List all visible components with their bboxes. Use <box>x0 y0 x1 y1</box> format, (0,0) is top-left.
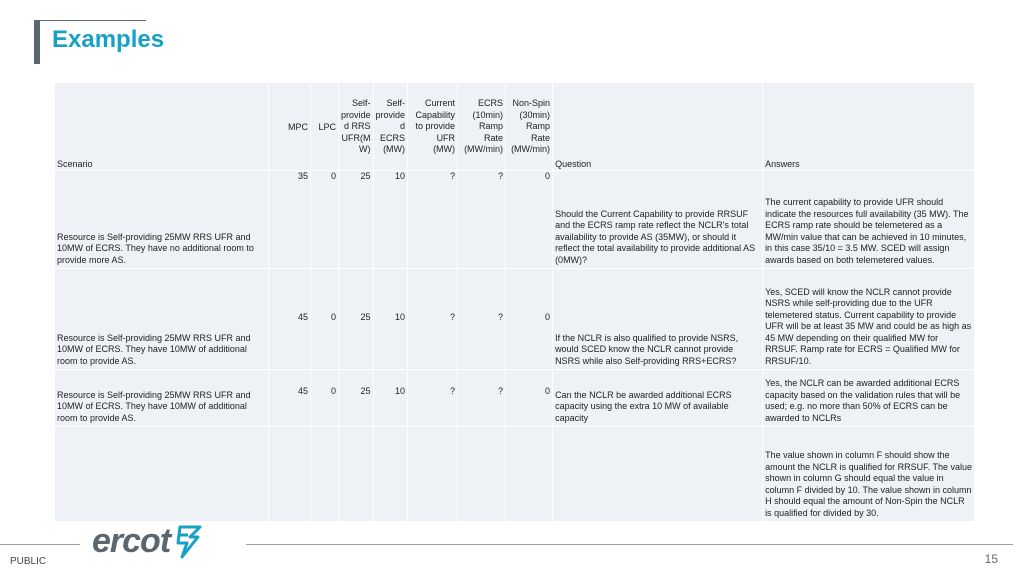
cell-nonspin-ramp: 0 <box>506 269 552 369</box>
cell-question: Should the Current Capability to provide RRSUF and the ECRS ramp rate reflect the NCLR's total availability to provide AS (35MW), or should it reflect the total availability to provide additional AS (0MW)? <box>553 171 762 268</box>
examples-table <box>54 82 975 522</box>
cell-lpc: 0 <box>311 269 338 369</box>
header-self-ufr: Self- provide d RRS UFR(M W) <box>339 83 373 170</box>
cell-lpc: 0 <box>311 370 338 426</box>
page-number: 15 <box>984 552 998 566</box>
header-nonspin-ramp: Non-Spin (30min) Ramp Rate (MW/min) <box>506 83 552 170</box>
cell-mpc <box>269 427 310 521</box>
header-self-ecrs: Self- provide d ECRS (MW) <box>374 83 408 170</box>
classification-label: PUBLIC <box>10 556 47 567</box>
cell-current-capability: ? <box>408 171 457 268</box>
cell-scenario: Resource is Self-providing 25MW RRS UFR and 10MW of ECRS. They have 10MW of additional room to provide AS. <box>55 370 268 426</box>
table-row <box>55 171 974 268</box>
cell-ecrs-ramp: ? <box>458 370 505 426</box>
cell-answer: The value shown in column F should show the amount the NCLR is qualified for RRSUF. The value shown in column G should equal the value in column F divided by 10. The value shown in column H should equal the amount of Non-Spin the NCLR is qualified for divided by 30. <box>763 427 974 521</box>
cell-ecrs-ramp: ? <box>458 269 505 369</box>
cell-answer: Yes, SCED will know the NCLR cannot provide NSRS while self-providing due to the UFR telemetered status. Current capability to provide UFR will be at least 35 MW and could be as high as 45 MW depending on their qualified MW for RRSUF. Ramp rate for ECRS = Qualified MW for RRSUF/10. <box>763 269 974 369</box>
cell-self-ufr: 25 <box>339 370 373 426</box>
cell-mpc: 45 <box>269 269 310 369</box>
header-answers: Answers <box>763 83 974 170</box>
cell-nonspin-ramp <box>506 427 552 521</box>
title-accent-bar <box>34 20 40 64</box>
cell-self-ecrs: 10 <box>374 269 408 369</box>
cell-self-ufr: 25 <box>339 269 373 369</box>
table-header-row <box>55 83 974 170</box>
table-row <box>55 269 974 369</box>
cell-mpc: 45 <box>269 370 310 426</box>
footer-rule-left <box>0 544 80 545</box>
cell-question: If the NCLR is also qualified to provide NSRS, would SCED know the NCLR cannot provide NSRS while also Self-providing RRS+ECRS? <box>553 269 762 369</box>
cell-scenario: Resource is Self-providing 25MW RRS UFR and 10MW of ECRS. They have 10MW of additional room to provide AS. <box>55 269 268 369</box>
footer-rule-right <box>246 544 1013 545</box>
cell-self-ufr: 25 <box>339 171 373 268</box>
cell-question <box>553 427 762 521</box>
cell-answer: Yes, the NCLR can be awarded additional ECRS capacity based on the validation rules that will be used; e.g. no more than 50% of ECRS can be awarded to NCLRs <box>763 370 974 426</box>
ercot-bolt-icon <box>174 525 204 559</box>
cell-ecrs-ramp <box>458 427 505 521</box>
cell-ecrs-ramp: ? <box>458 171 505 268</box>
cell-scenario: Resource is Self-providing 25MW RRS UFR and 10MW of ECRS. They have no additional room to provide more AS. <box>55 171 268 268</box>
cell-self-ecrs: 10 <box>374 370 408 426</box>
cell-self-ecrs <box>374 427 408 521</box>
title-rule <box>40 20 146 21</box>
header-lpc: LPC <box>311 83 338 170</box>
cell-self-ufr <box>339 427 373 521</box>
cell-lpc <box>311 427 338 521</box>
cell-current-capability: ? <box>408 370 457 426</box>
logo-text: ercot <box>92 522 171 560</box>
header-question: Question <box>553 83 762 170</box>
cell-answer: The current capability to provide UFR should indicate the resources full availability (35 MW). The ECRS ramp rate should be telemetered as a MW/min value that can be achieved in 10 minutes, in this case 35/10 = 3.5 MW. SCED will assign awards based on both telemetered values. <box>763 171 974 268</box>
slide-title: Examples <box>52 26 165 53</box>
cell-mpc: 35 <box>269 171 310 268</box>
cell-current-capability: ? <box>408 269 457 369</box>
table-row <box>55 427 974 521</box>
cell-current-capability <box>408 427 457 521</box>
table-row <box>55 370 974 426</box>
cell-question: Can the NCLR be awarded additional ECRS capacity using the extra 10 MW of available capacity <box>553 370 762 426</box>
cell-self-ecrs: 10 <box>374 171 408 268</box>
cell-nonspin-ramp: 0 <box>506 370 552 426</box>
ercot-logo <box>92 522 204 561</box>
header-scenario: Scenario <box>55 83 268 170</box>
header-mpc: MPC <box>269 83 310 170</box>
cell-nonspin-ramp: 0 <box>506 171 552 268</box>
header-ecrs-ramp: ECRS (10min) Ramp Rate (MW/min) <box>458 83 505 170</box>
cell-lpc: 0 <box>311 171 338 268</box>
cell-scenario <box>55 427 268 521</box>
header-current-capability: Current Capability to provide UFR (MW) <box>408 83 457 170</box>
